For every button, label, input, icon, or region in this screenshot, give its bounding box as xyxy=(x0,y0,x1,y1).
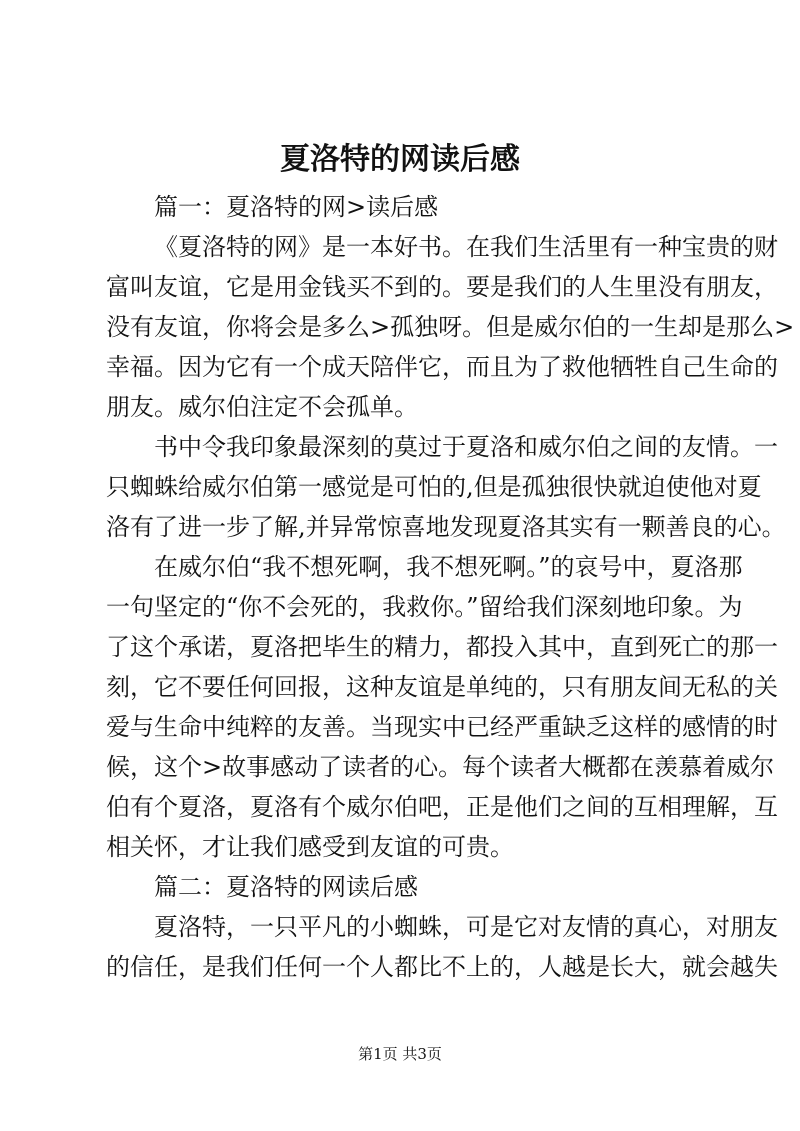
paragraph xyxy=(106,907,778,987)
paragraph xyxy=(106,227,795,427)
text-line: 一句坚定的“你不会死的，我救你。”留给我们深刻地印象。为 xyxy=(106,593,743,621)
paragraph xyxy=(106,427,786,547)
text-line: 的信任，是我们任何一个人都比不上的，人越是长大，就会越失 xyxy=(106,953,778,981)
document-title: 夏洛特的网读后感 xyxy=(280,142,520,177)
page-footer: 第1页 共3页 xyxy=(358,1045,442,1063)
text-line: 书中令我印象最深刻的莫过于夏洛和威尔伯之间的友情。一 xyxy=(154,433,778,461)
text-line: 夏洛特，一只平凡的小蜘蛛，可是它对友情的真心，对朋友 xyxy=(154,913,778,941)
paragraph xyxy=(106,547,778,867)
text-line: 爱与生命中纯粹的友善。当现实中已经严重缺乏这样的感情的时 xyxy=(106,713,778,741)
text-line: 相关怀，才让我们感受到友谊的可贵。 xyxy=(106,833,514,861)
text-line: 了这个承诺，夏洛把毕生的精力，都投入其中，直到死亡的那一 xyxy=(106,633,778,661)
text-line: 洛有了进一步了解,并异常惊喜地发现夏洛其实有一颗善良的心。 xyxy=(106,513,786,541)
text-line: 幸福。因为它有一个成天陪伴它，而且为了救他牺牲自己生命的 xyxy=(106,353,778,381)
text-line: 篇一：夏洛特的网>读后感 xyxy=(154,193,439,221)
text-line: 没有友谊，你将会是多么>孤独呀。但是威尔伯的一生却是那么> xyxy=(106,313,795,341)
text-line: 在威尔伯“我不想死啊，我不想死啊。”的哀号中，夏洛那 xyxy=(154,553,743,581)
text-line: 朋友。威尔伯注定不会孤单。 xyxy=(106,393,418,421)
text-line: 刻，它不要任何回报，这种友谊是单纯的，只有朋友间无私的关 xyxy=(106,673,778,701)
text-line: 篇二：夏洛特的网读后感 xyxy=(154,873,418,901)
text-line: 伯有个夏洛，夏洛有个威尔伯吧，正是他们之间的互相理解，互 xyxy=(106,793,778,821)
text-line: 候，这个>故事感动了读者的心。每个读者大概都在羡慕着威尔 xyxy=(106,753,775,781)
text-line: 只蜘蛛给威尔伯第一感觉是可怕的,但是孤独很快就迫使他对夏 xyxy=(106,473,762,501)
paragraph xyxy=(106,187,700,227)
text-line: 《夏洛特的网》是一本好书。在我们生活里有一种宝贵的财 xyxy=(154,233,778,261)
text-line: 富叫友谊，它是用金钱买不到的。要是我们的人生里没有朋友， xyxy=(106,273,778,301)
paragraph xyxy=(106,867,700,907)
document-body xyxy=(106,187,795,987)
